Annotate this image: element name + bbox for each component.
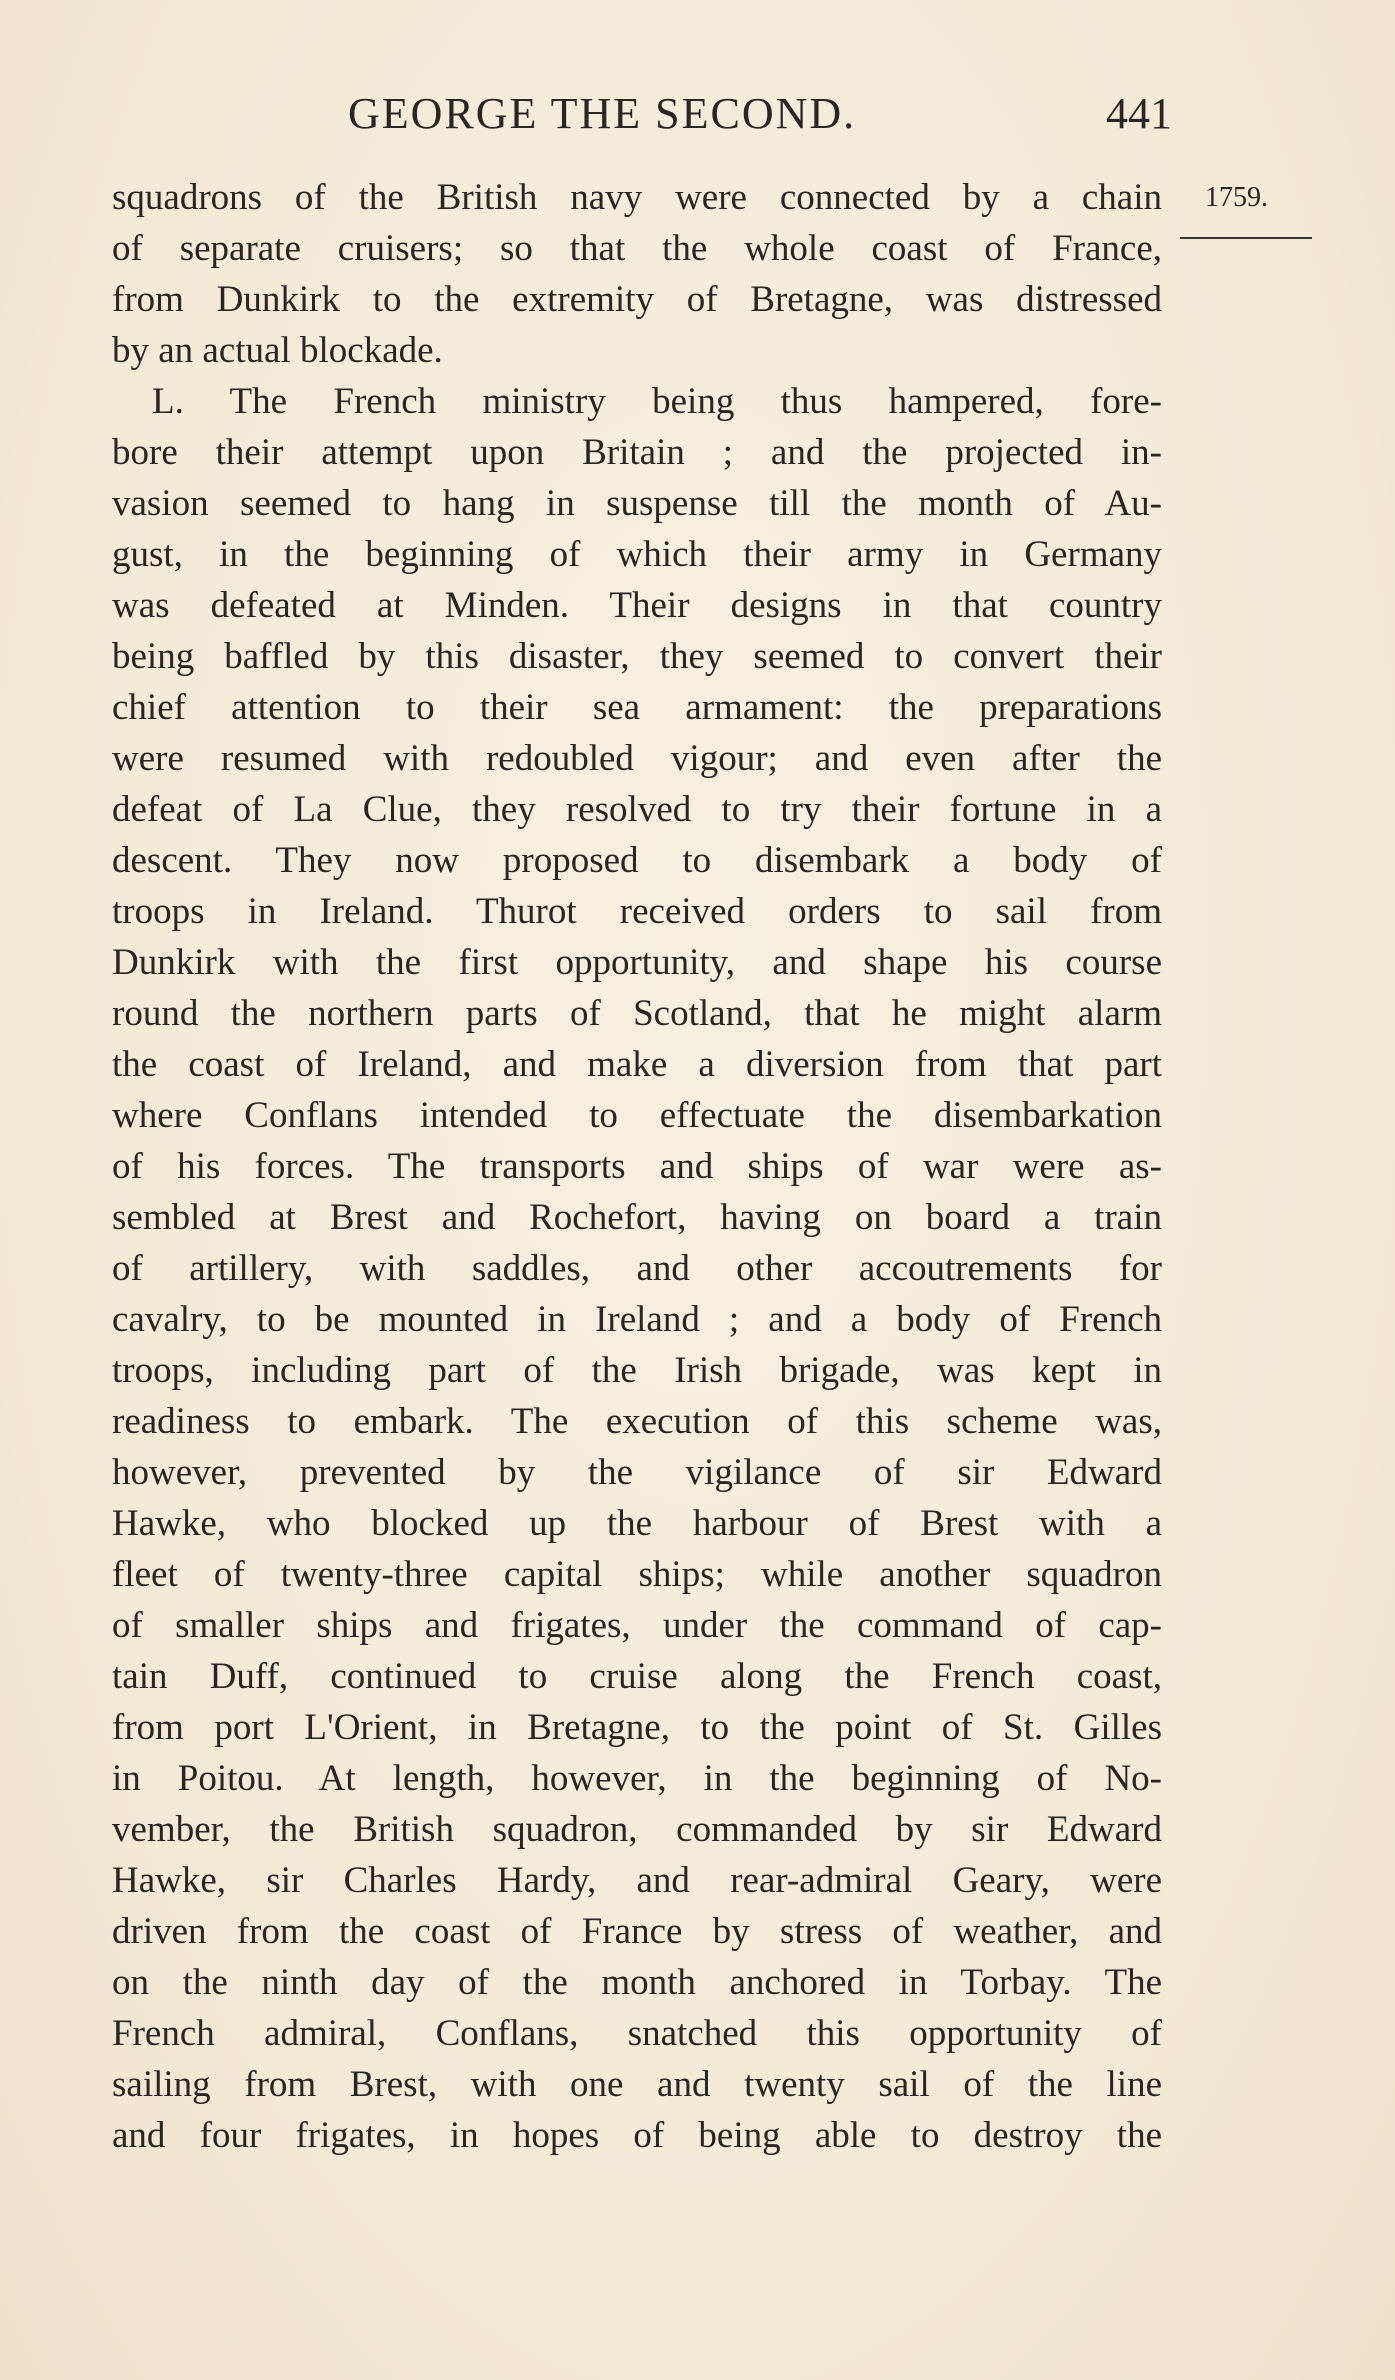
text-line: bore their attempt upon Britain ; and the projected in- (112, 432, 1162, 473)
text-line: vasion seemed to hang in suspense till the month of Au- (112, 483, 1162, 524)
text-line: descent. They now proposed to disembark a body of (112, 840, 1162, 881)
text-line: French admiral, Conflans, snatched this opportunity of (112, 2013, 1162, 2054)
text-line: from Dunkirk to the extremity of Bretagne, was distressed (112, 279, 1162, 320)
text-line: sailing from Brest, with one and twenty sail of the line (112, 2064, 1162, 2105)
running-title: GEORGE THE SECOND. (348, 89, 857, 138)
text-line: round the northern parts of Scotland, that he might alarm (112, 993, 1162, 1034)
text-line: on the ninth day of the month anchored in Torbay. The (112, 1962, 1162, 2003)
text-line: squadrons of the British navy were connected by a chain (112, 177, 1162, 218)
text-line: chief attention to their sea armament: the preparations (112, 687, 1162, 728)
text-line: L. The French ministry being thus hampered, fore- (152, 381, 1162, 422)
text-line: troops, including part of the Irish brigade, was kept in (112, 1350, 1162, 1391)
text-line: of artillery, with saddles, and other accoutrements for (112, 1248, 1162, 1289)
text-line: from port L'Orient, in Bretagne, to the point of St. Gilles (112, 1707, 1162, 1748)
text-line: in Poitou. At length, however, in the beginning of No- (112, 1758, 1162, 1799)
text-line: however, prevented by the vigilance of sir Edward (112, 1452, 1162, 1493)
text-line: Dunkirk with the first opportunity, and shape his course (112, 942, 1162, 983)
page-number: 441 (1106, 89, 1172, 138)
text-line: fleet of twenty-three capital ships; while another squadron (112, 1554, 1162, 1595)
margin-rule (1180, 237, 1312, 239)
text-line: of separate cruisers; so that the whole coast of France, (112, 228, 1162, 269)
text-line: sembled at Brest and Rochefort, having on board a train (112, 1197, 1162, 1238)
text-line: gust, in the beginning of which their army in Germany (112, 534, 1162, 575)
text-line: vember, the British squadron, commanded by sir Edward (112, 1809, 1162, 1850)
text-line: the coast of Ireland, and make a diversion from that part (112, 1044, 1162, 1085)
text-line: of smaller ships and frigates, under the command of cap- (112, 1605, 1162, 1646)
text-line: readiness to embark. The execution of this scheme was, (112, 1401, 1162, 1442)
text-line: was defeated at Minden. Their designs in that country (112, 585, 1162, 626)
margin-year-note: 1759. (1205, 182, 1268, 213)
text-line: and four frigates, in hopes of being able to destroy the (112, 2115, 1162, 2156)
text-line: by an actual blockade. (112, 330, 443, 371)
text-line: Hawke, sir Charles Hardy, and rear-admiral Geary, were (112, 1860, 1162, 1901)
text-line: being baffled by this disaster, they seemed to convert their (112, 636, 1162, 677)
text-line: troops in Ireland. Thurot received orders to sail from (112, 891, 1162, 932)
text-line: were resumed with redoubled vigour; and even after the (112, 738, 1162, 779)
text-line: Hawke, who blocked up the harbour of Brest with a (112, 1503, 1162, 1544)
text-line: where Conflans intended to effectuate the disembarkation (112, 1095, 1162, 1136)
page-header (110, 88, 1172, 148)
text-line: tain Duff, continued to cruise along the French coast, (112, 1656, 1162, 1697)
text-line: defeat of La Clue, they resolved to try their fortune in a (112, 789, 1162, 830)
text-line: of his forces. The transports and ships of war were as- (112, 1146, 1162, 1187)
text-line: cavalry, to be mounted in Ireland ; and a body of French (112, 1299, 1162, 1340)
text-line: driven from the coast of France by stress of weather, and (112, 1911, 1162, 1952)
